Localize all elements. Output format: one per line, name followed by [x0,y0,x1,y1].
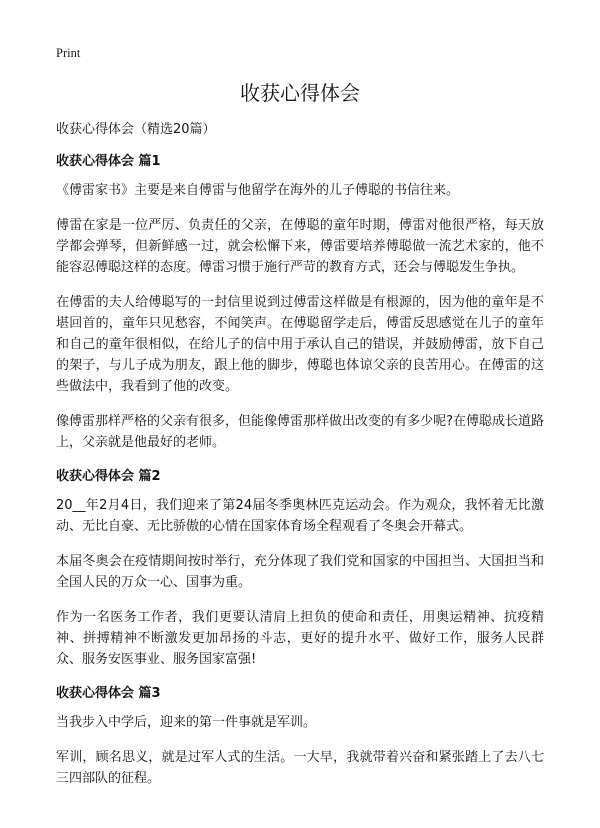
paragraph: 20__年2月4日，我们迎来了第24届冬季奥林匹克运动会。作为观众，我怀着无比激动、无比自豪、无比骄傲的心情在国家体育场全程观看了冬奥会开幕式。 [56,498,544,534]
print-link[interactable]: Print [56,46,81,60]
article-section-3 [56,684,544,789]
section-heading: 收获心得体会 篇3 [56,686,161,701]
page-title: 收获心得体会 [240,81,360,105]
document-subtitle: 收获心得体会（精选20篇） [56,122,216,137]
article-section-1 [56,152,544,453]
paragraph: 本届冬奥会在疫情期间按时举行，充分体现了我们党和国家的中国担当、大国担当和全国人民的万众一心、国事为重。 [56,554,544,590]
paragraph: 在傅雷的夫人给傅聪写的一封信里说到过傅雷这样做是有根源的，因为他的童年是不堪回首的，童年只见愁容，不闻笑声。在傅聪留学走后，傅雷反思感觉在儿子的童年和自己的童年很相似，在给儿子的信中用于承认自己的错误，并鼓励傅雷，放下自己的架子，与儿子成为朋友，跟上他的脚步，傅聪也体谅父亲的良苦用心。在傅雷的这些做法中，我看到了他的改变。 [56,295,544,394]
article-section-2 [56,467,544,670]
section-heading: 收获心得体会 篇1 [56,154,161,169]
paragraph: 《傅雷家书》主要是来自傅雷与他留学在海外的儿子傅聪的书信往来。 [56,183,460,198]
paragraph: 像傅雷那样严格的父亲有很多，但能像傅雷那样做出改变的有多少呢?在傅聪成长道路上，父亲就是他最好的老师。 [56,414,544,450]
paragraph: 当我步入中学后，迎来的第一件事就是军训。 [56,715,317,730]
paragraph: 军训，顾名思义，就是过军人式的生活。一大早，我就带着兴奋和紧张踏上了去八七三四部队的征程。 [56,750,544,786]
section-heading: 收获心得体会 篇2 [56,469,161,484]
paragraph: 作为一名医务工作者，我们更要认清肩上担负的使命和责任，用奥运精神、抗疫精神、拼搏精神不断激发更加昂扬的斗志，更好的提升水平、做好工作，服务人民群众、服务安医事业、服务国家富强! [56,610,544,667]
paragraph: 傅雷在家是一位严厉、负责任的父亲，在傅聪的童年时期，傅雷对他很严格，每天放学都会弹琴，但新鲜感一过，就会松懈下来，傅雷要培养傅聪做一流艺术家的，他不能容忍傅聪这样的态度。傅雷习惯于施行严苛的教育方式，还会与傅聪发生争执。 [56,218,544,275]
